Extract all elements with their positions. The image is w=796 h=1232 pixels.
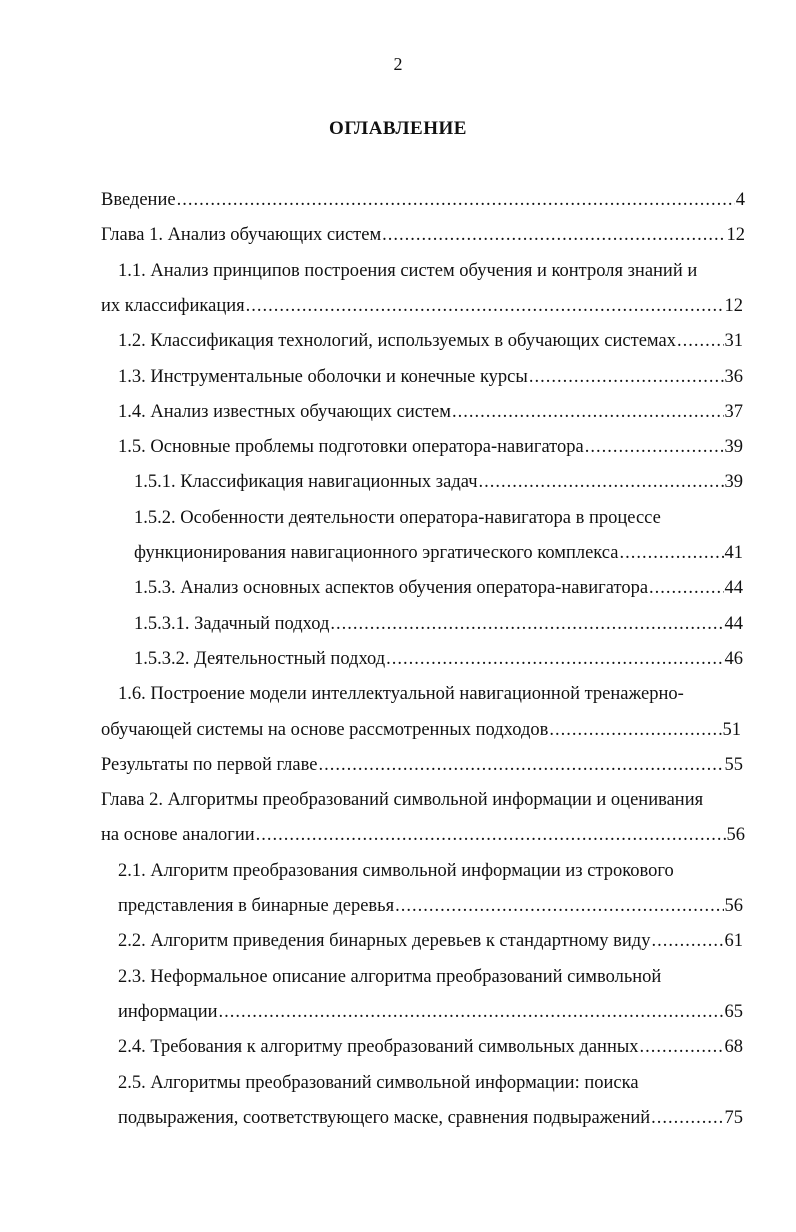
dot-leader bbox=[549, 715, 721, 745]
page-number: 2 bbox=[393, 54, 403, 74]
toc-entry-title: Глава 2. Алгоритмы преобразований символьной информации и оценивания bbox=[101, 790, 704, 811]
dot-leader bbox=[246, 291, 724, 321]
toc-entry-title: Глава 1. Анализ обучающих систем bbox=[101, 225, 382, 246]
toc-entry-line bbox=[134, 538, 743, 568]
dot-leader bbox=[619, 538, 723, 568]
toc-entry-page: 12 bbox=[724, 295, 743, 316]
toc-entry-line bbox=[118, 326, 743, 356]
toc-entry-page: 41 bbox=[724, 543, 743, 563]
toc-entry-line bbox=[118, 679, 684, 709]
toc-entry-title: их классификация bbox=[101, 295, 245, 316]
dot-leader bbox=[386, 644, 723, 674]
toc-entry-line bbox=[134, 503, 661, 533]
toc-entry-line bbox=[118, 926, 743, 956]
toc-entry-line bbox=[118, 1032, 743, 1062]
toc-entry-title: 1.2. Классификация технологий, используемых в обучающих системах bbox=[118, 331, 676, 352]
dot-leader bbox=[177, 185, 735, 215]
dot-leader bbox=[649, 573, 723, 603]
toc-entry-line bbox=[101, 820, 745, 850]
toc-entry-page: 31 bbox=[724, 331, 743, 352]
toc-entry-title: 2.3. Неформальное описание алгоритма преобразований символьной bbox=[118, 966, 662, 987]
toc-entry-title: функционирования навигационного эргатического комплекса bbox=[134, 543, 619, 563]
dot-leader bbox=[640, 1032, 724, 1062]
toc-entry-page: 51 bbox=[722, 719, 741, 740]
dot-leader bbox=[318, 750, 723, 780]
toc-entry-line bbox=[118, 1068, 639, 1098]
toc-entry-title: 2.2. Алгоритм приведения бинарных деревьев к стандартному виду bbox=[118, 931, 651, 952]
toc-entry-title: 2.4. Требования к алгоритму преобразований символьных данных bbox=[118, 1037, 639, 1058]
toc-entry-line bbox=[101, 785, 703, 815]
dot-leader bbox=[529, 362, 724, 392]
toc-entry-title: Введение bbox=[101, 190, 176, 210]
toc-entry-page: 39 bbox=[724, 437, 743, 458]
toc-entry-line bbox=[134, 467, 743, 497]
dot-leader bbox=[677, 326, 724, 356]
toc-entry-page: 36 bbox=[724, 366, 743, 387]
toc-entry-line bbox=[101, 715, 741, 745]
toc-entry-line bbox=[118, 962, 661, 992]
dot-leader bbox=[585, 432, 724, 462]
toc-entry-title: 1.5. Основные проблемы подготовки оператора-навигатора bbox=[118, 437, 584, 458]
toc-entry-title: 1.5.1. Классификация навигационных задач bbox=[134, 472, 478, 493]
toc-entry-title: информации bbox=[118, 1001, 218, 1022]
toc-entry-line bbox=[118, 432, 743, 462]
toc-entry-line bbox=[134, 644, 743, 674]
dot-leader bbox=[330, 609, 723, 639]
dot-leader bbox=[256, 820, 726, 850]
dot-leader bbox=[651, 1103, 723, 1133]
toc-entry-page: 37 bbox=[724, 401, 743, 422]
toc-entry-title: Результаты по первой главе bbox=[101, 754, 318, 775]
toc-entry-title: 1.5.2. Особенности деятельности оператора-навигатора в процессе bbox=[134, 507, 661, 528]
toc-entry-page: 61 bbox=[724, 931, 743, 952]
toc-entry-page: 68 bbox=[724, 1037, 743, 1058]
toc-entry-page: 44 bbox=[724, 613, 743, 634]
toc-entry-page: 46 bbox=[724, 648, 743, 669]
toc-entry-page: 39 bbox=[724, 472, 743, 493]
toc-entry-line bbox=[118, 1103, 743, 1133]
toc-entry-line bbox=[134, 609, 743, 639]
toc-entry-title: обучающей системы на основе рассмотренных подходов bbox=[101, 719, 549, 740]
toc-entry-page: 75 bbox=[724, 1107, 743, 1128]
dot-leader bbox=[395, 891, 723, 921]
toc-entry-title: 2.1. Алгоритм преобразования символьной информации из строкового bbox=[118, 860, 674, 881]
toc-entry-line bbox=[118, 362, 743, 392]
toc-entry-title: 1.3. Инструментальные оболочки и конечные курсы bbox=[118, 366, 528, 387]
toc-entry-page: 65 bbox=[724, 1001, 743, 1022]
toc-entry-line bbox=[118, 856, 674, 886]
toc-entry-line bbox=[134, 573, 743, 603]
toc-entry-page: 4 bbox=[735, 190, 745, 210]
dot-leader bbox=[452, 397, 724, 427]
toc-entry-title: подвыражения, соответствующего маске, сравнения подвыражений bbox=[118, 1107, 651, 1128]
toc-entry-page: 55 bbox=[724, 754, 743, 775]
toc-entry-line bbox=[118, 997, 743, 1027]
toc-entry-title: 1.5.3.2. Деятельностный подход bbox=[134, 648, 386, 669]
dot-leader bbox=[382, 220, 725, 250]
toc-entry-line bbox=[101, 750, 743, 780]
toc-entry-title: 1.5.3. Анализ основных аспектов обучения оператора-навигатора bbox=[134, 578, 649, 599]
toc-entry-title: 1.4. Анализ известных обучающих систем bbox=[118, 401, 451, 422]
toc-entry-page: 44 bbox=[724, 578, 743, 599]
toc-entry-line bbox=[101, 220, 745, 250]
toc-entry-line bbox=[118, 397, 743, 427]
toc-entry-line bbox=[101, 291, 743, 321]
dot-leader bbox=[219, 997, 724, 1027]
dot-leader bbox=[479, 467, 724, 497]
page-title: ОГЛАВЛЕНИЕ bbox=[329, 118, 467, 139]
toc-entry-title: 1.1. Анализ принципов построения систем обучения и контроля знаний и bbox=[118, 260, 698, 281]
toc-entry-title: 1.5.3.1. Задачный подход bbox=[134, 613, 330, 634]
toc-entry-page: 12 bbox=[726, 225, 745, 246]
toc-entry-title: 2.5. Алгоритмы преобразований символьной информации: поиска bbox=[118, 1072, 639, 1093]
toc-entry-line bbox=[118, 891, 743, 921]
toc-entry-page: 56 bbox=[726, 825, 745, 846]
toc-entry-title: на основе аналогии bbox=[101, 825, 255, 846]
toc-entry-line bbox=[101, 185, 745, 215]
toc-entry-title: 1.6. Построение модели интеллектуальной навигационной тренажерно- bbox=[118, 684, 684, 705]
toc-entry-title: представления в бинарные деревья bbox=[118, 896, 395, 916]
toc-entry-page: 56 bbox=[724, 896, 743, 916]
dot-leader bbox=[651, 926, 723, 956]
toc-entry-line bbox=[118, 256, 697, 286]
